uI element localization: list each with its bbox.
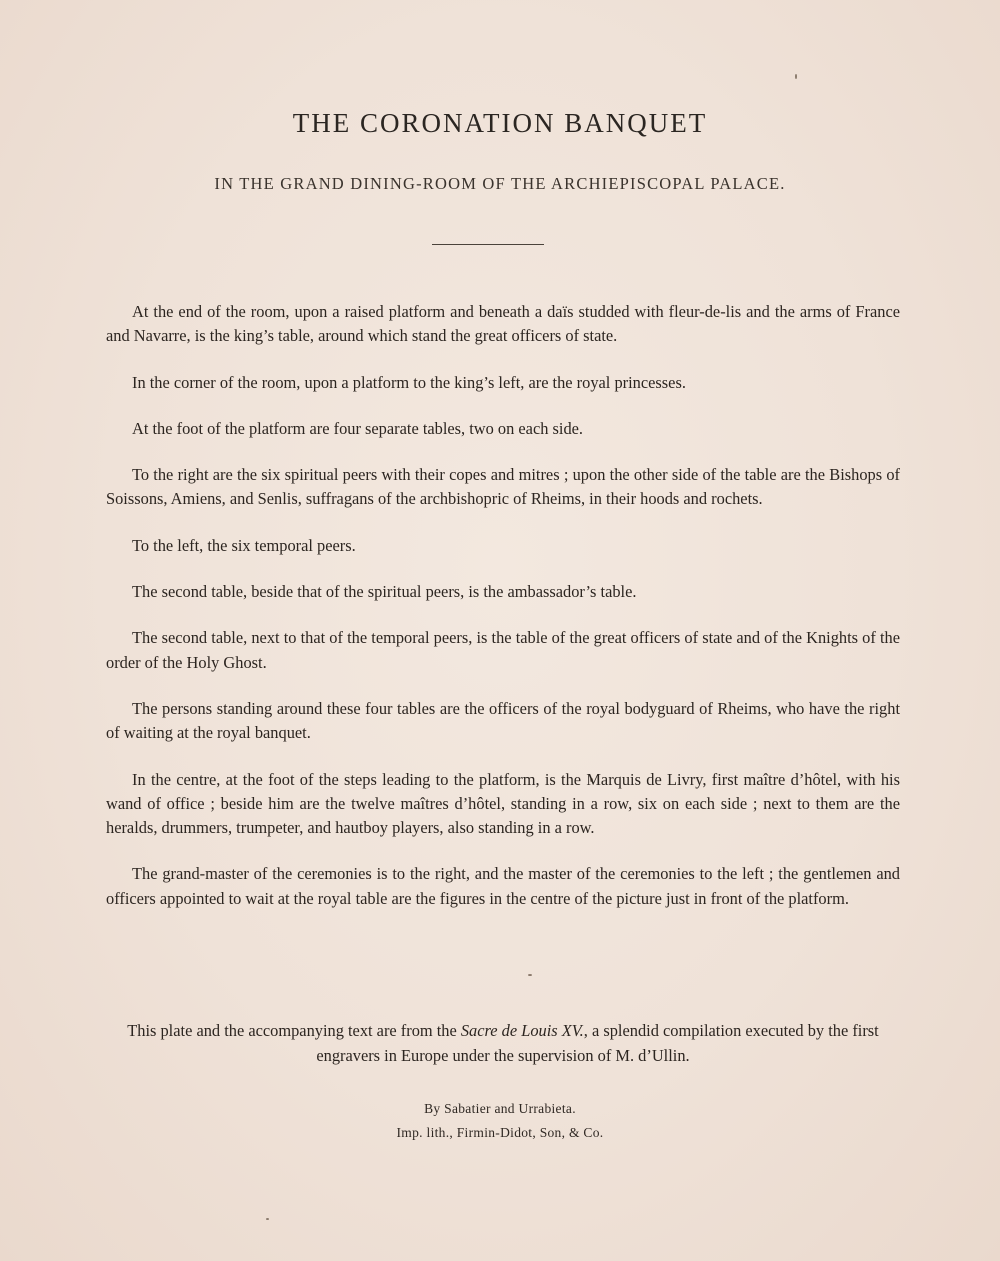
page-title: THE CORONATION BANQUET xyxy=(292,108,708,138)
credit-artists: By Sabatier and Urrabieta. xyxy=(424,1101,576,1116)
paragraph: At the foot of the platform are four separate tables, two on each side. xyxy=(132,418,584,438)
credit-printer: Imp. lith., Firmin-Didot, Son, & Co. xyxy=(396,1125,604,1140)
page-subtitle: IN THE GRAND DINING-ROOM OF THE ARCHIEPISCOPAL PALACE. xyxy=(214,174,786,193)
paper-speck xyxy=(528,974,532,976)
paragraph: At the end of the room, upon a raised platform and beneath a daïs studded with fleur-de-lis and the arms of France and Navarre, is the king’s table, around which stand the great officers of state. xyxy=(106,302,900,346)
paragraph: To the right are the six spiritual peers with their copes and mitres ; upon the other side of the table are the Bishops of Soissons, Amiens, and Senlis, suffragans of the archbishopric of Rheims, in their hoods and rochets. xyxy=(106,465,900,509)
closing-text-before: This plate and the accompanying text are from the xyxy=(127,1021,461,1040)
paragraph: In the centre, at the foot of the steps leading to the platform, is the Marquis de Livry, first maître d’hôtel, with his wand of office ; beside him are the twelve maîtres d’hôtel, standing in a row, six on each side ; next to them are the heralds, drummers, trumpeter, and hautboy players, also standing in a row. xyxy=(106,769,900,838)
closing-book-title: Sacre de Louis XV. xyxy=(460,1021,584,1040)
paper-speck xyxy=(795,74,797,79)
paragraph: The second table, next to that of the temporal peers, is the table of the great officers of state and of the Knights of the order of the Holy Ghost. xyxy=(106,628,900,672)
body-text xyxy=(106,300,900,933)
paragraph: To the left, the six temporal peers. xyxy=(132,535,356,555)
paper-speck xyxy=(266,1218,269,1220)
closing-text-after: , a splendid compilation executed by the first engravers in Europe under the supervision of M. d’Ullin. xyxy=(316,1021,879,1065)
paragraph: In the corner of the room, upon a platform to the king’s left, are the royal princesses. xyxy=(132,372,686,392)
credits xyxy=(0,1097,1000,1145)
paragraph: The second table, beside that of the spiritual peers, is the ambassador’s table. xyxy=(132,582,637,602)
paragraph: The persons standing around these four tables are the officers of the royal bodyguard of Rheims, who have the right of waiting at the royal banquet. xyxy=(106,698,900,743)
paragraph: The grand-master of the ceremonies is to the right, and the master of the ceremonies to the left ; the gentlemen and officers appointed to wait at the royal table are the figures in the centre of the picture just in front of the platform. xyxy=(106,864,900,908)
title-divider xyxy=(432,244,544,245)
closing-note xyxy=(106,1019,900,1068)
